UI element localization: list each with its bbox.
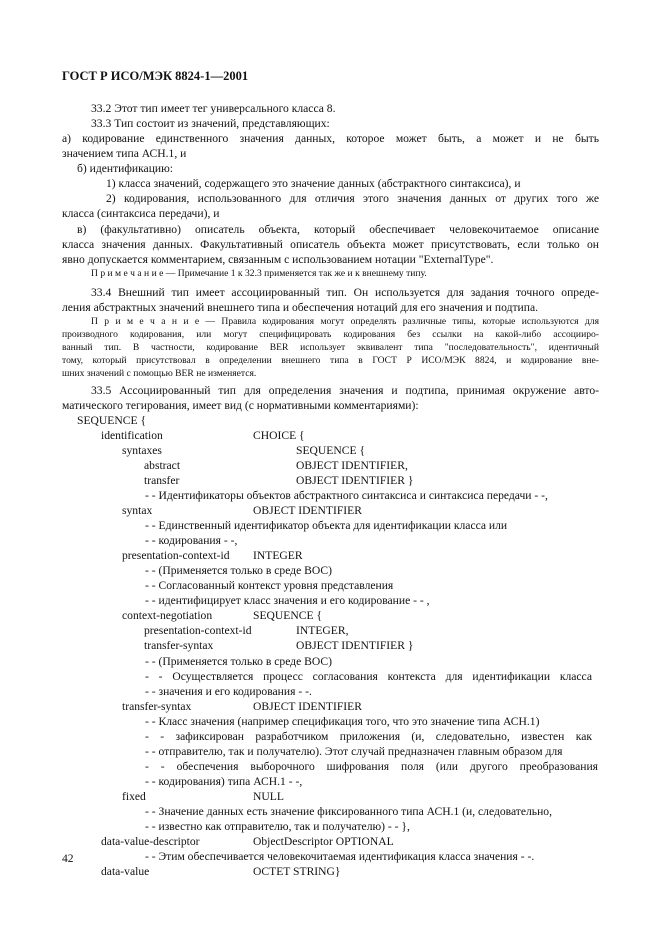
text-line: - - кодирования) типа АСН.1 - -,: [145, 775, 303, 788]
text-line: производного кодирования, или могут специфицировать кодирования без ссылки на какой-либо ассоцииро-: [62, 329, 599, 340]
text-line: abstract: [144, 459, 181, 472]
page-header: ГОСТ Р ИСО/МЭК 8824-1—2001: [62, 69, 249, 83]
text-line: - - отправителю, так и получателю). Этот случай предназначен главным образом для: [145, 745, 563, 758]
text-line: 2) кодирования, использованного для отличия этого значения данных от других того же: [106, 192, 599, 205]
text-line: ванный тип. В частности, кодирование BER использует эквивалент типа "последовательность", идентичный: [62, 342, 599, 353]
text-line: 33.2 Этот тип имеет тег универсального класса 8.: [91, 102, 336, 115]
text-line: шних значений с помощью BER не изменяется.: [62, 368, 257, 379]
text-line: presentation-context-id: [122, 549, 230, 562]
text-line: syntaxes: [122, 444, 162, 457]
text-line: - - (Применяется только в среде ВОС): [145, 564, 332, 577]
text-line: 33.3 Тип состоит из значений, представляющих:: [91, 117, 330, 130]
text-line: - - обеспечения выборочного шифрования поля (или другого преобразования: [145, 760, 598, 773]
text-line: SEQUENCE {: [77, 414, 147, 427]
text-line: тому, который присутствовал в определении внешнего типа в ГОСТ Р ИСО/МЭК 8824, и кодирование вне-: [62, 355, 599, 366]
text-line: - - значения и его кодирования - -.: [145, 685, 312, 698]
text-line: transfer: [144, 474, 180, 487]
text-line: ления абстрактных значений внешнего типа и обеспечения нотаций для его значения и подтипа.: [62, 301, 538, 314]
text-line: OCTET STRING}: [253, 865, 341, 878]
text-line: SEQUENCE {: [253, 609, 323, 622]
text-line: - - зафиксирован разработчиком приложения (и, следовательно, известен как: [145, 730, 592, 743]
text-line: ObjectDescriptor OPTIONAL: [253, 835, 394, 848]
text-line: - - (Применяется только в среде ВОС): [145, 655, 332, 668]
page-number: 42: [62, 852, 74, 865]
text-line: OBJECT IDENTIFIER }: [296, 639, 414, 652]
text-line: класса значения данных. Факультативный описатель объекта может присутствовать, если только он: [62, 238, 599, 251]
text-line: класса (синтаксиса передачи), и: [62, 207, 220, 220]
text-line: INTEGER,: [296, 624, 349, 637]
text-line: значением типа АСН.1, и: [62, 147, 187, 160]
text-line: fixed: [122, 790, 146, 803]
text-line: OBJECT IDENTIFIER,: [296, 459, 408, 472]
text-line: - - Согласованный контекст уровня представления: [145, 579, 394, 592]
text-line: П р и м е ч а н и е — Правила кодирования могут определять различные типы, которые используются для: [91, 316, 599, 327]
text-line: - - идентифицирует класс значения и его кодирование - - ,: [145, 594, 430, 607]
text-line: context-negotiation: [122, 609, 213, 622]
text-line: 1) класса значений, содержащего это значение данных (абстрактного синтаксиса), и: [106, 177, 521, 190]
text-line: 33.4 Внешний тип имеет ассоциированный тип. Он используется для задания точного опреде-: [91, 286, 599, 299]
text-line: INTEGER: [253, 549, 303, 562]
text-line: - - Класс значения (например спецификация того, что это значение типа АСН.1): [145, 715, 540, 728]
text-line: OBJECT IDENTIFIER }: [296, 474, 414, 487]
text-line: а) кодирование единственного значения данных, которое может быть, а может и не быть: [62, 132, 599, 145]
text-line: - - известно как отправителю, так и получателю) - - },: [145, 820, 410, 833]
text-line: в) (факультативно) описатель объекта, который обеспечивает человекочитаемое описание: [77, 223, 599, 236]
text-line: SEQUENCE {: [296, 444, 366, 457]
text-line: б) идентификацию:: [77, 162, 173, 175]
text-line: presentation-context-id: [144, 624, 252, 637]
text-line: - - Идентификаторы объектов абстрактного синтаксиса и синтаксиса передачи - -,: [145, 489, 548, 502]
text-line: - - кодирования - -,: [145, 534, 238, 547]
text-line: transfer-syntax: [144, 639, 214, 652]
text-line: - - Этим обеспечивается человекочитаемая идентификация класса значения - -.: [145, 850, 535, 863]
text-line: identification: [101, 429, 163, 442]
text-line: - - Значение данных есть значение фиксированного типа АСН.1 (и, следовательно,: [145, 805, 552, 818]
text-line: явно допускается комментарием, связанным с использованием нотации "ExternalType".: [62, 253, 494, 266]
text-line: матического тегирования, имеет вид (с нормативными комментариями):: [62, 399, 419, 412]
text-line: NULL: [253, 790, 284, 803]
text-line: OBJECT IDENTIFIER: [253, 504, 362, 517]
text-line: - - Единственный идентификатор объекта для идентификации класса или: [145, 519, 508, 532]
text-line: transfer-syntax: [122, 700, 192, 713]
text-line: data-value-descriptor: [101, 835, 200, 848]
text-line: data-value: [101, 865, 150, 878]
text-line: 33.5 Ассоциированный тип для определения значения и подтипа, принимая окружение авто-: [91, 384, 599, 397]
text-line: П р и м е ч а н и е — Примечание 1 к 32.3 применяется так же и к внешнему типу.: [91, 268, 427, 279]
text-line: syntax: [122, 504, 153, 517]
text-line: OBJECT IDENTIFIER: [253, 700, 362, 713]
text-line: - - Осуществляется процесс согласования контекста для идентификации класса: [145, 670, 592, 683]
text-line: CHOICE {: [253, 429, 305, 442]
